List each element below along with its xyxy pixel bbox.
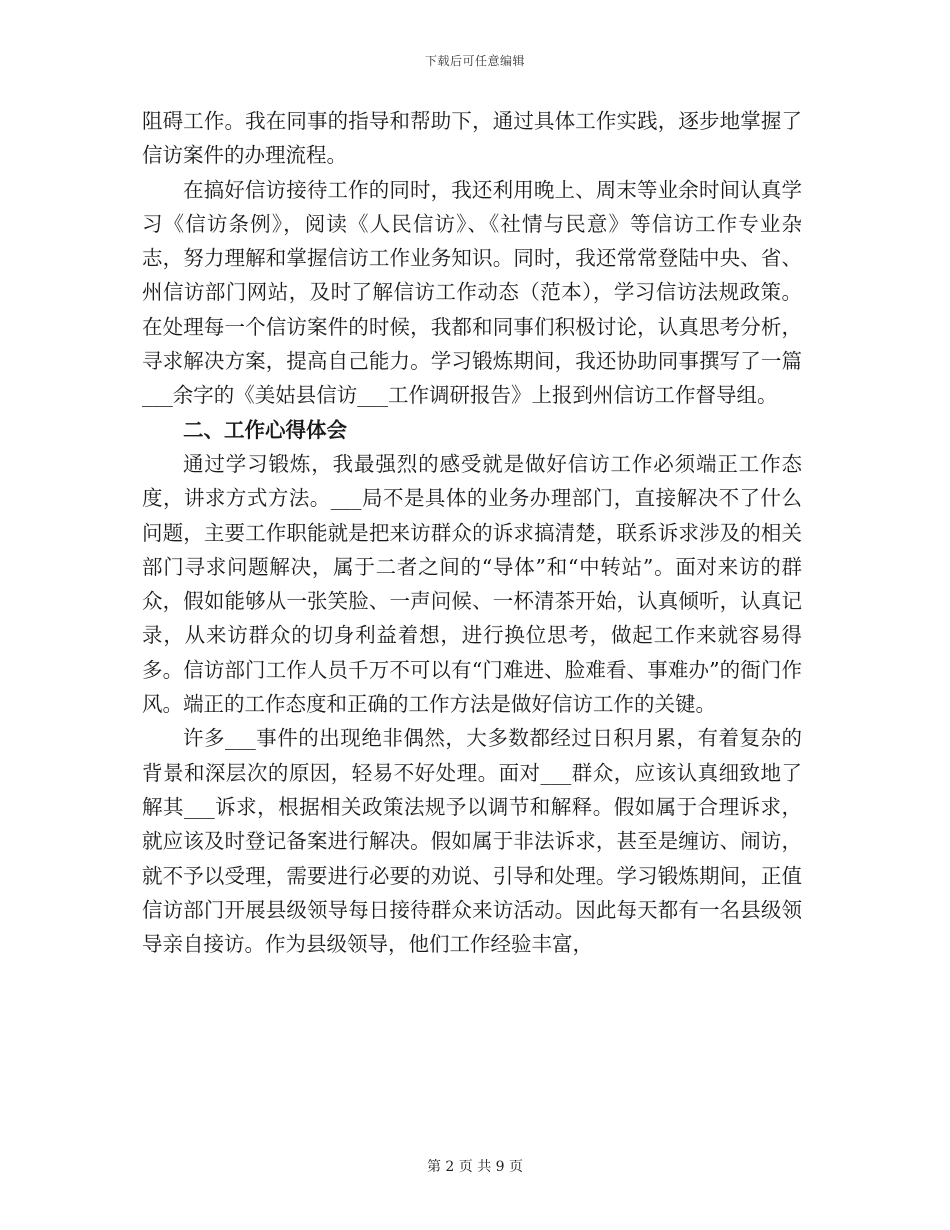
document-body — [142, 104, 802, 961]
paragraph-1: 阻碍工作。我在同事的指导和帮助下，通过具体工作实践，逐步地掌握了信访案件的办理流程。 — [142, 109, 802, 168]
page-header: 下载后可任意编辑 — [424, 54, 525, 68]
section-heading: 二、工作心得体会 — [183, 417, 347, 442]
paragraph-2: 在搞好信访接待工作的同时，我还利用晚上、周末等业余时间认真学习《信访条例》，阅读《人民信访》、《社情与民意》等信访工作专业杂志，努力理解和掌握信访工作业务知识。同时，我还常常登陆中央、省、州信访部门网站，及时了解信访工作动态（范本），学习信访法规政策。在处理每一个信访案件的时候，我都和同事们积极讨论，认真思考分析，寻求解决方案，提高自己能力。学习锻炼期间，我还协助同事撰写了一篇___余字的《美姑县信访___工作调研报告》上报到州信访工作督导组。 — [142, 177, 802, 408]
paragraph-4: 许多___事件的出现绝非偶然，大多数都经过日积月累，有着复杂的背景和深层次的原因，轻易不好处理。面对___群众，应该认真细致地了解其___诉求，根据相关政策法规予以调节和解释。假如属于合理诉求，就应该及时登记备案进行解决。假如属于非法诉求，甚至是缠访、闹访，就不予以受理，需要进行必要的劝说、引导和处理。学习锻炼期间，正值信访部门开展县级领导每日接待群众来访活动。因此每天都有一名县级领导亲自接访。作为县级领导，他们工作经验丰富， — [142, 726, 802, 957]
paragraph-3: 通过学习锻炼，我最强烈的感受就是做好信访工作必须端正工作态度，讲求方式方法。___局不是具体的业务办理部门，直接解决不了什么问题，主要工作职能就是把来访群众的诉求搞清楚，联系诉求涉及的相关部门寻求问题解决，属于二者之间的“导体”和“中转站”。面对来访的群众，假如能够从一张笑脸、一声问候、一杯清茶开始，认真倾听，认真记录，从来访群众的切身利益着想，进行换位思考，做起工作来就容易得多。信访部门工作人员千万不可以有“门难进、脸难看、事难办”的衙门作风。端正的工作态度和正确的工作方法是做好信访工作的关键。 — [142, 451, 802, 717]
page-footer: 第 2 页 共 9 页 — [426, 1159, 524, 1175]
